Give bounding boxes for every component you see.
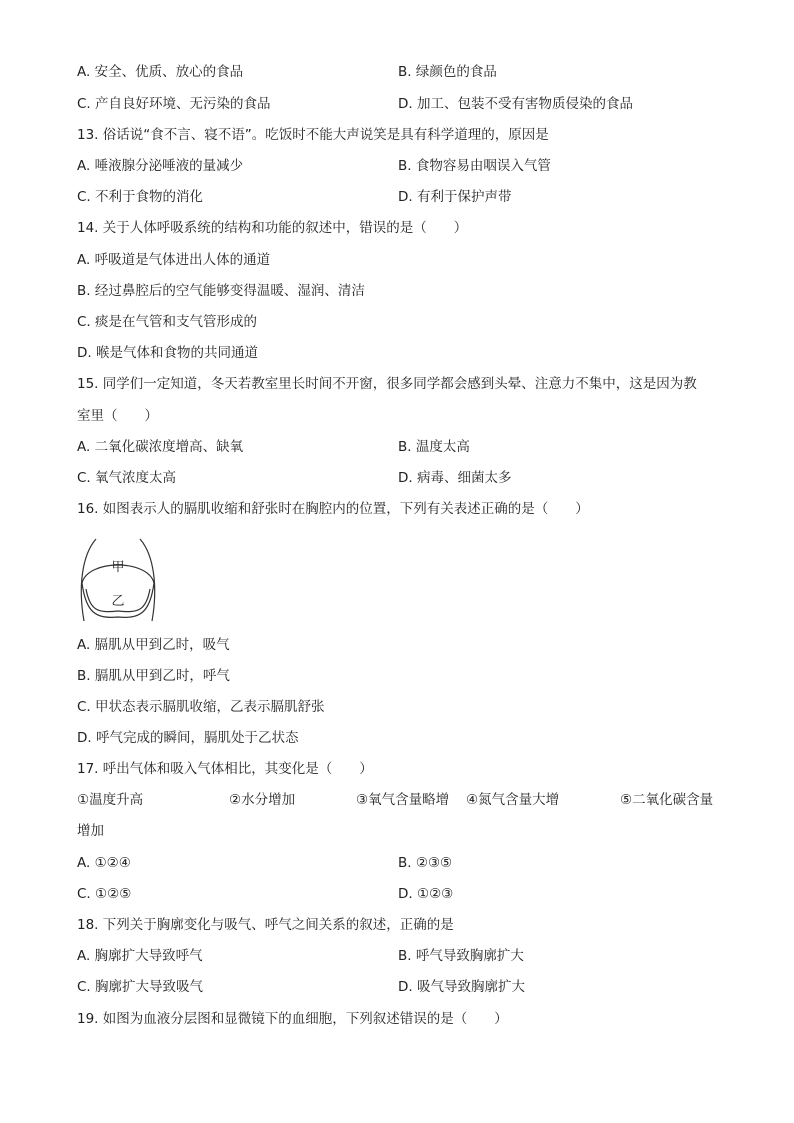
q14-option-c: C. 痰是在气管和支气管形成的 <box>77 314 258 330</box>
q17-statement-1: ①温度升高 <box>77 792 144 808</box>
q12-option-d: D. 加工、包装不受有害物质侵染的食品 <box>398 96 633 112</box>
label-yi: 乙 <box>111 594 125 609</box>
q17-stem: 17. 呼出气体和吸入气体相比，其变化是（ ） <box>77 761 373 777</box>
q15-option-c: C. 氧气浓度太高 <box>77 470 177 486</box>
q17-statement-5: ⑤二氧化碳含量 <box>620 792 714 808</box>
q17-option-c: C. ①②⑤ <box>77 886 132 902</box>
q13-stem: 13. 俗话说“食不言、寝不语”。吃饭时不能大声说笑是具有科学道理的，原因是 <box>77 127 549 143</box>
q12-option-a: A. 安全、优质、放心的食品 <box>77 64 244 80</box>
q13-option-b: B. 食物容易由咽误入气管 <box>398 158 551 174</box>
q16-option-a: A. 膈肌从甲到乙时，吸气 <box>77 637 230 653</box>
q17-statement-3: ③氧气含量略增 <box>356 792 450 808</box>
q17-option-b: B. ②③⑤ <box>398 855 453 871</box>
label-jia: 甲 <box>111 560 125 575</box>
diaphragm-figure <box>76 537 160 623</box>
q16-option-d: D. 呼气完成的瞬间，膈肌处于乙状态 <box>77 730 299 746</box>
q13-option-a: A. 唾液腺分泌唾液的量减少 <box>77 158 244 174</box>
q16-stem: 16. 如图表示人的膈肌收缩和舒张时在胸腔内的位置，下列有关表述正确的是（ ） <box>77 501 589 517</box>
q16-option-c: C. 甲状态表示膈肌收缩，乙表示膈肌舒张 <box>77 699 325 715</box>
q18-option-c: C. 胸廓扩大导致吸气 <box>77 979 204 995</box>
q18-option-b: B. 呼气导致胸廓扩大 <box>398 948 524 964</box>
q13-option-d: D. 有利于保护声带 <box>398 189 512 205</box>
q15-stem-line2: 室里（ ） <box>77 408 158 424</box>
q17-statement-2: ②水分增加 <box>229 792 296 808</box>
q15-stem-line1: 15. 同学们一定知道，冬天若教室里长时间不开窗，很多同学都会感到头晕、注意力不集中，这是因为教 <box>77 376 697 392</box>
q16-option-b: B. 膈肌从甲到乙时，呼气 <box>77 668 230 684</box>
q18-option-d: D. 吸气导致胸廓扩大 <box>398 979 525 995</box>
q17-statement-wrap: 增加 <box>77 823 104 839</box>
q14-option-b: B. 经过鼻腔后的空气能够变得温暖、湿润、清洁 <box>77 283 365 299</box>
q18-option-a: A. 胸廓扩大导致呼气 <box>77 948 203 964</box>
q13-option-c: C. 不利于食物的消化 <box>77 189 204 205</box>
q14-option-d: D. 喉是气体和食物的共同通道 <box>77 345 258 361</box>
q15-option-d: D. 病毒、细菌太多 <box>398 470 512 486</box>
q15-option-a: A. 二氧化碳浓度增高、缺氧 <box>77 439 244 455</box>
q12-option-b: B. 绿颜色的食品 <box>398 64 497 80</box>
q17-option-a: A. ①②④ <box>77 855 131 871</box>
q15-option-b: B. 温度太高 <box>398 439 470 455</box>
q17-statement-4: ④氮气含量大增 <box>466 792 560 808</box>
q14-stem: 14. 关于人体呼吸系统的结构和功能的叙述中，错误的是（ ） <box>77 220 468 236</box>
q12-option-c: C. 产自良好环境、无污染的食品 <box>77 96 271 112</box>
q14-option-a: A. 呼吸道是气体进出人体的通道 <box>77 252 271 268</box>
q19-stem: 19. 如图为血液分层图和显微镜下的血细胞，下列叙述错误的是（ ） <box>77 1011 508 1027</box>
q17-option-d: D. ①②③ <box>398 886 454 902</box>
q18-stem: 18. 下列关于胸廓变化与吸气、呼气之间关系的叙述，正确的是 <box>77 917 454 933</box>
